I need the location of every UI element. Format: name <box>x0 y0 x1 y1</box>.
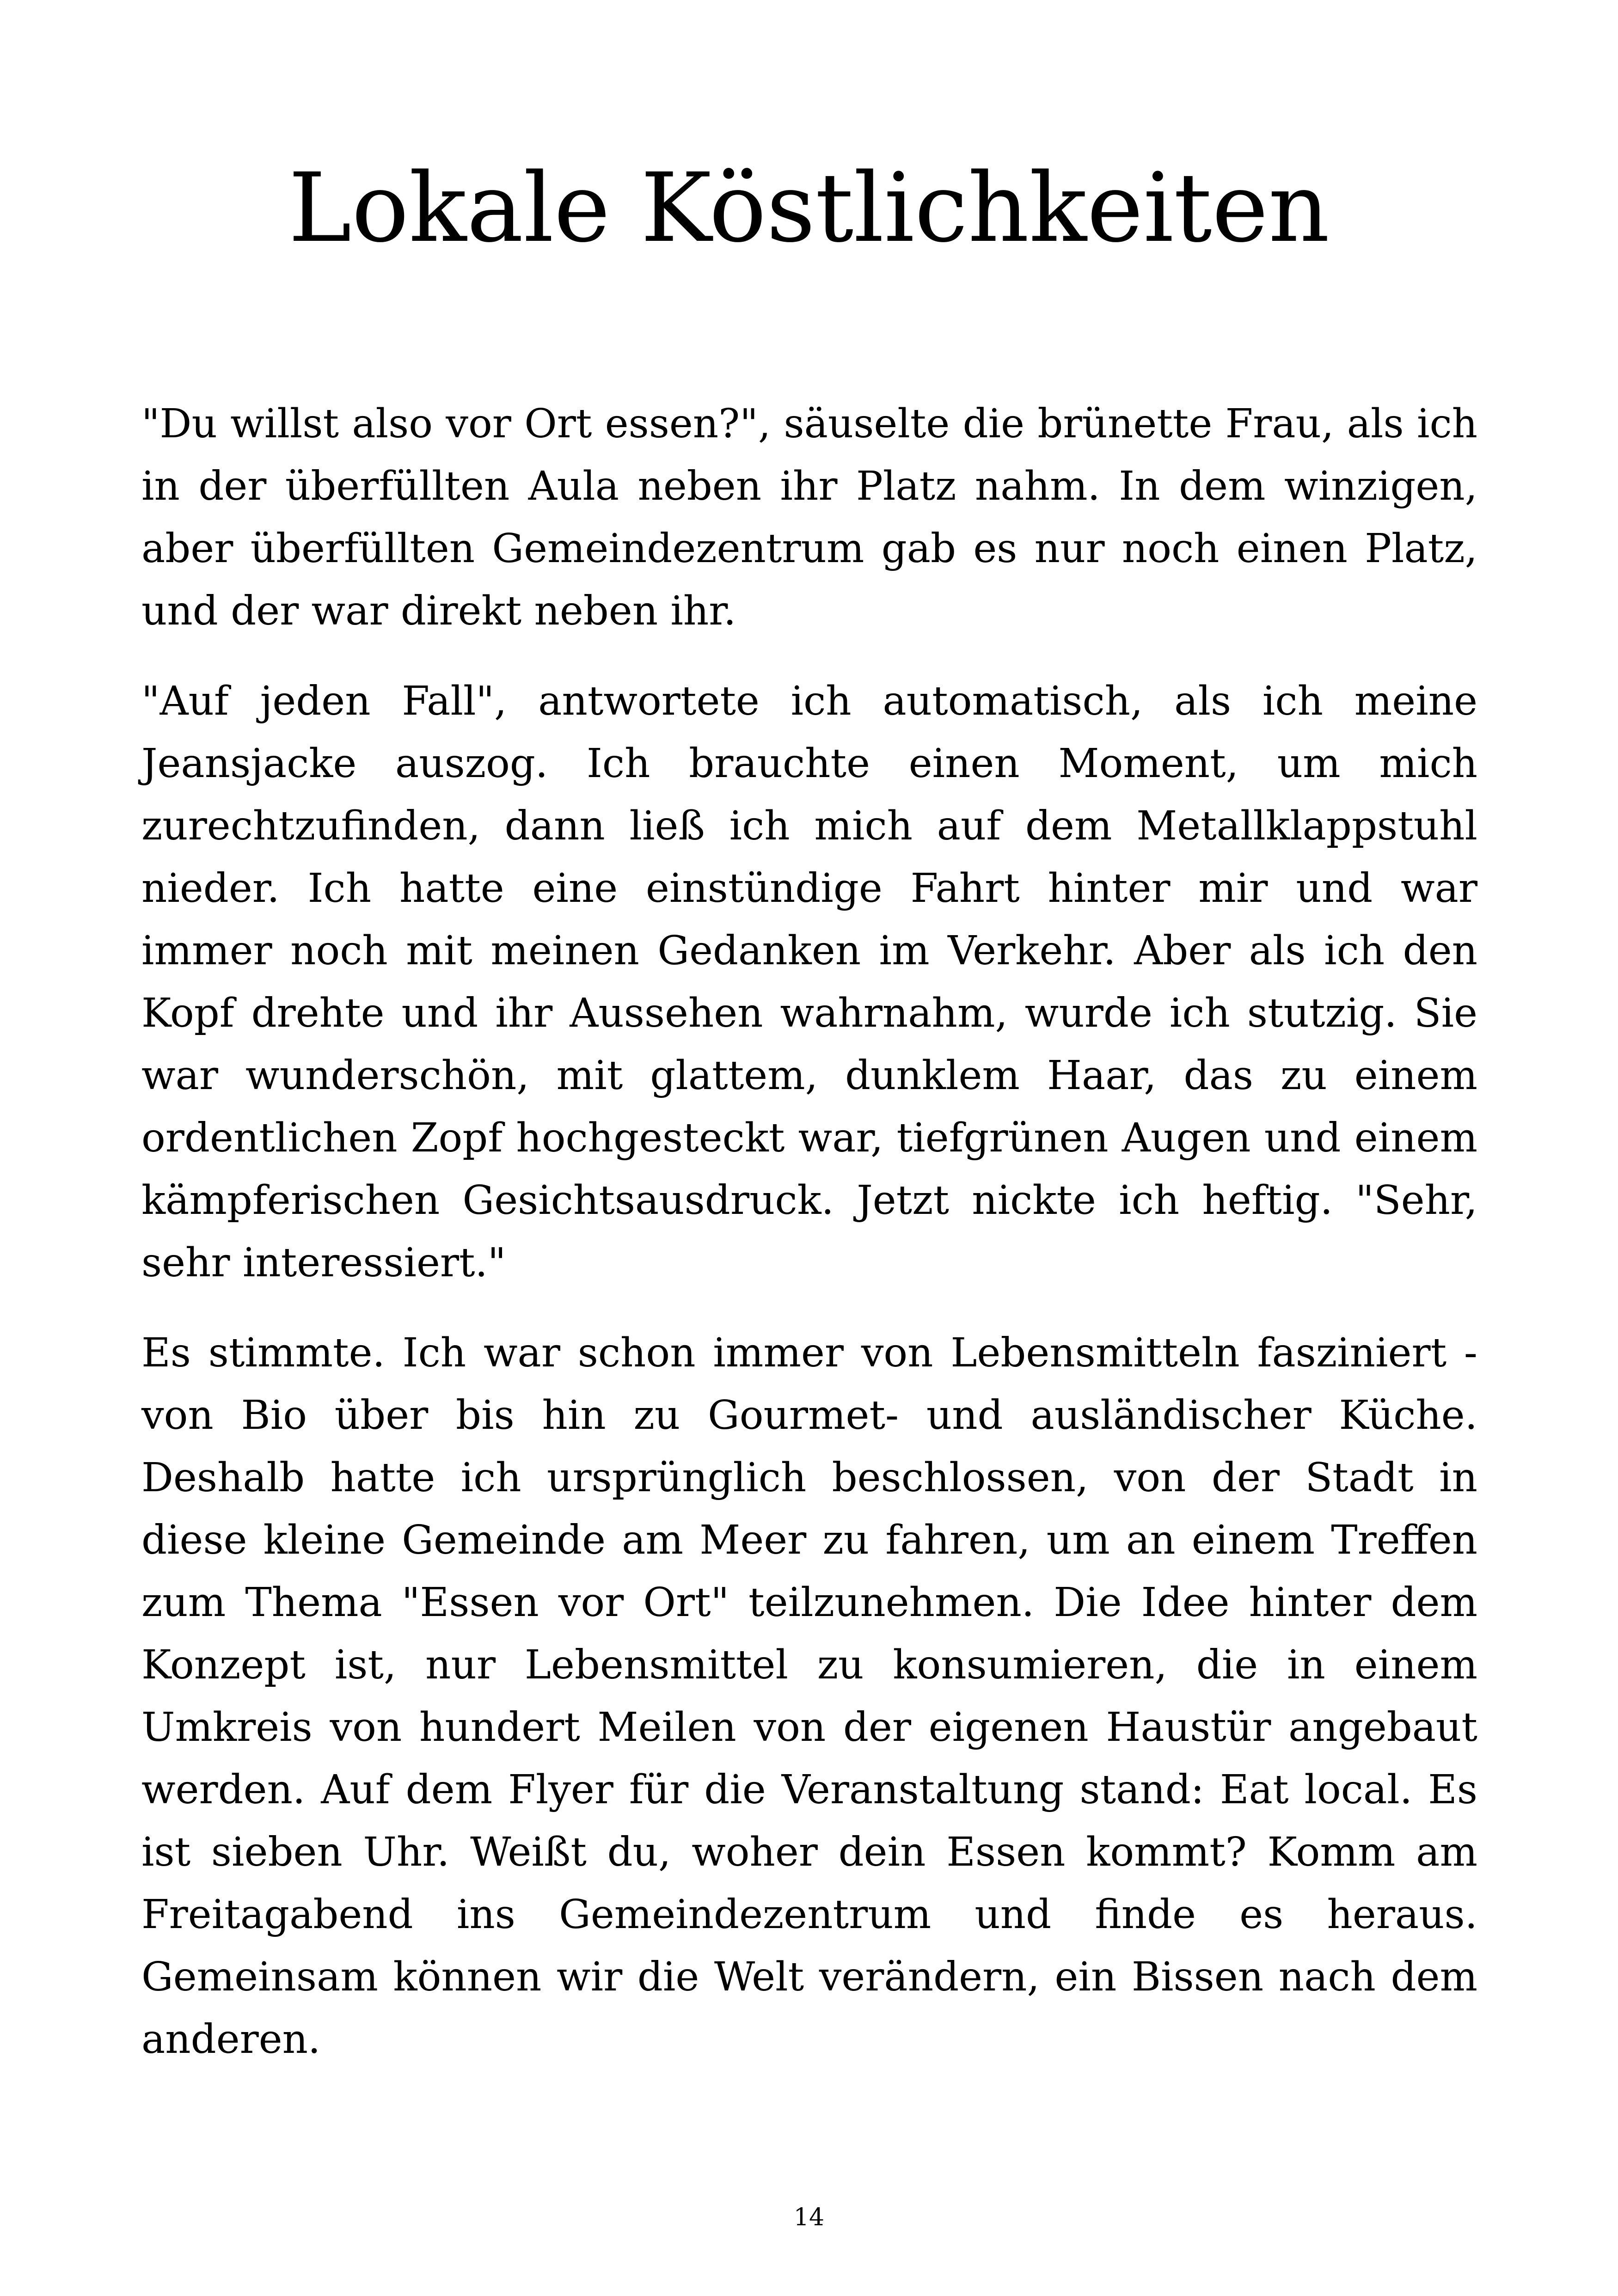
page-title: Lokale Köstlichkeiten <box>288 153 1330 263</box>
paragraph-3: Es stimmte. Ich war schon immer von Lebensmitteln fasziniert - von Bio über bis hin zu Gourmet- und ausländischer Küche. Deshalb hatte ich ursprünglich beschlossen, von der Stadt in diese kleine Gemeinde am Meer zu fahren, um an einem Treffen zum Thema "Essen vor Ort" teilzunehmen. Die Idee hinter dem Konzept ist, nur Lebensmittel zu konsumieren, die in einem Umkreis von hundert Meilen von der eigenen Haustür angebaut werden. Auf dem Flyer für die Veranstaltung stand: Eat local. Es ist sieben Uhr. Weißt du, woher dein Essen kommt? Komm am Freitagabend ins Gemeindezentrum und finde es heraus. Gemeinsam können wir die Welt verändern, ein Bissen nach dem anderen. <box>141 1330 1477 2063</box>
paragraph-1: "Du willst also vor Ort essen?", säuselte die brünette Frau, als ich in der überfüllten Aula neben ihr Platz nahm. In dem winzigen, aber überfüllten Gemeindezentrum gab es nur noch einen Platz, und der war direkt neben ihr. <box>141 401 1477 634</box>
body-text <box>141 393 1477 2099</box>
page-number: 14 <box>793 2204 825 2231</box>
paragraph-2: "Auf jeden Fall", antwortete ich automatisch, als ich meine Jeansjacke auszog. Ich brauchte einen Moment, um mich zurechtzufinden, dann ließ ich mich auf dem Metallklappstuhl nieder. Ich hatte eine einstündige Fahrt hinter mir und war immer noch mit meinen Gedanken im Verkehr. Aber als ich den Kopf drehte und ihr Aussehen wahrnahm, wurde ich stutzig. Sie war wunderschön, mit glattem, dunklem Haar, das zu einem ordentlichen Zopf hochgesteckt war, tiefgrünen Augen und einem kämpferischen Gesichtsausdruck. Jetzt nickte ich heftig. "Sehr, sehr interessiert." <box>141 678 1477 1286</box>
